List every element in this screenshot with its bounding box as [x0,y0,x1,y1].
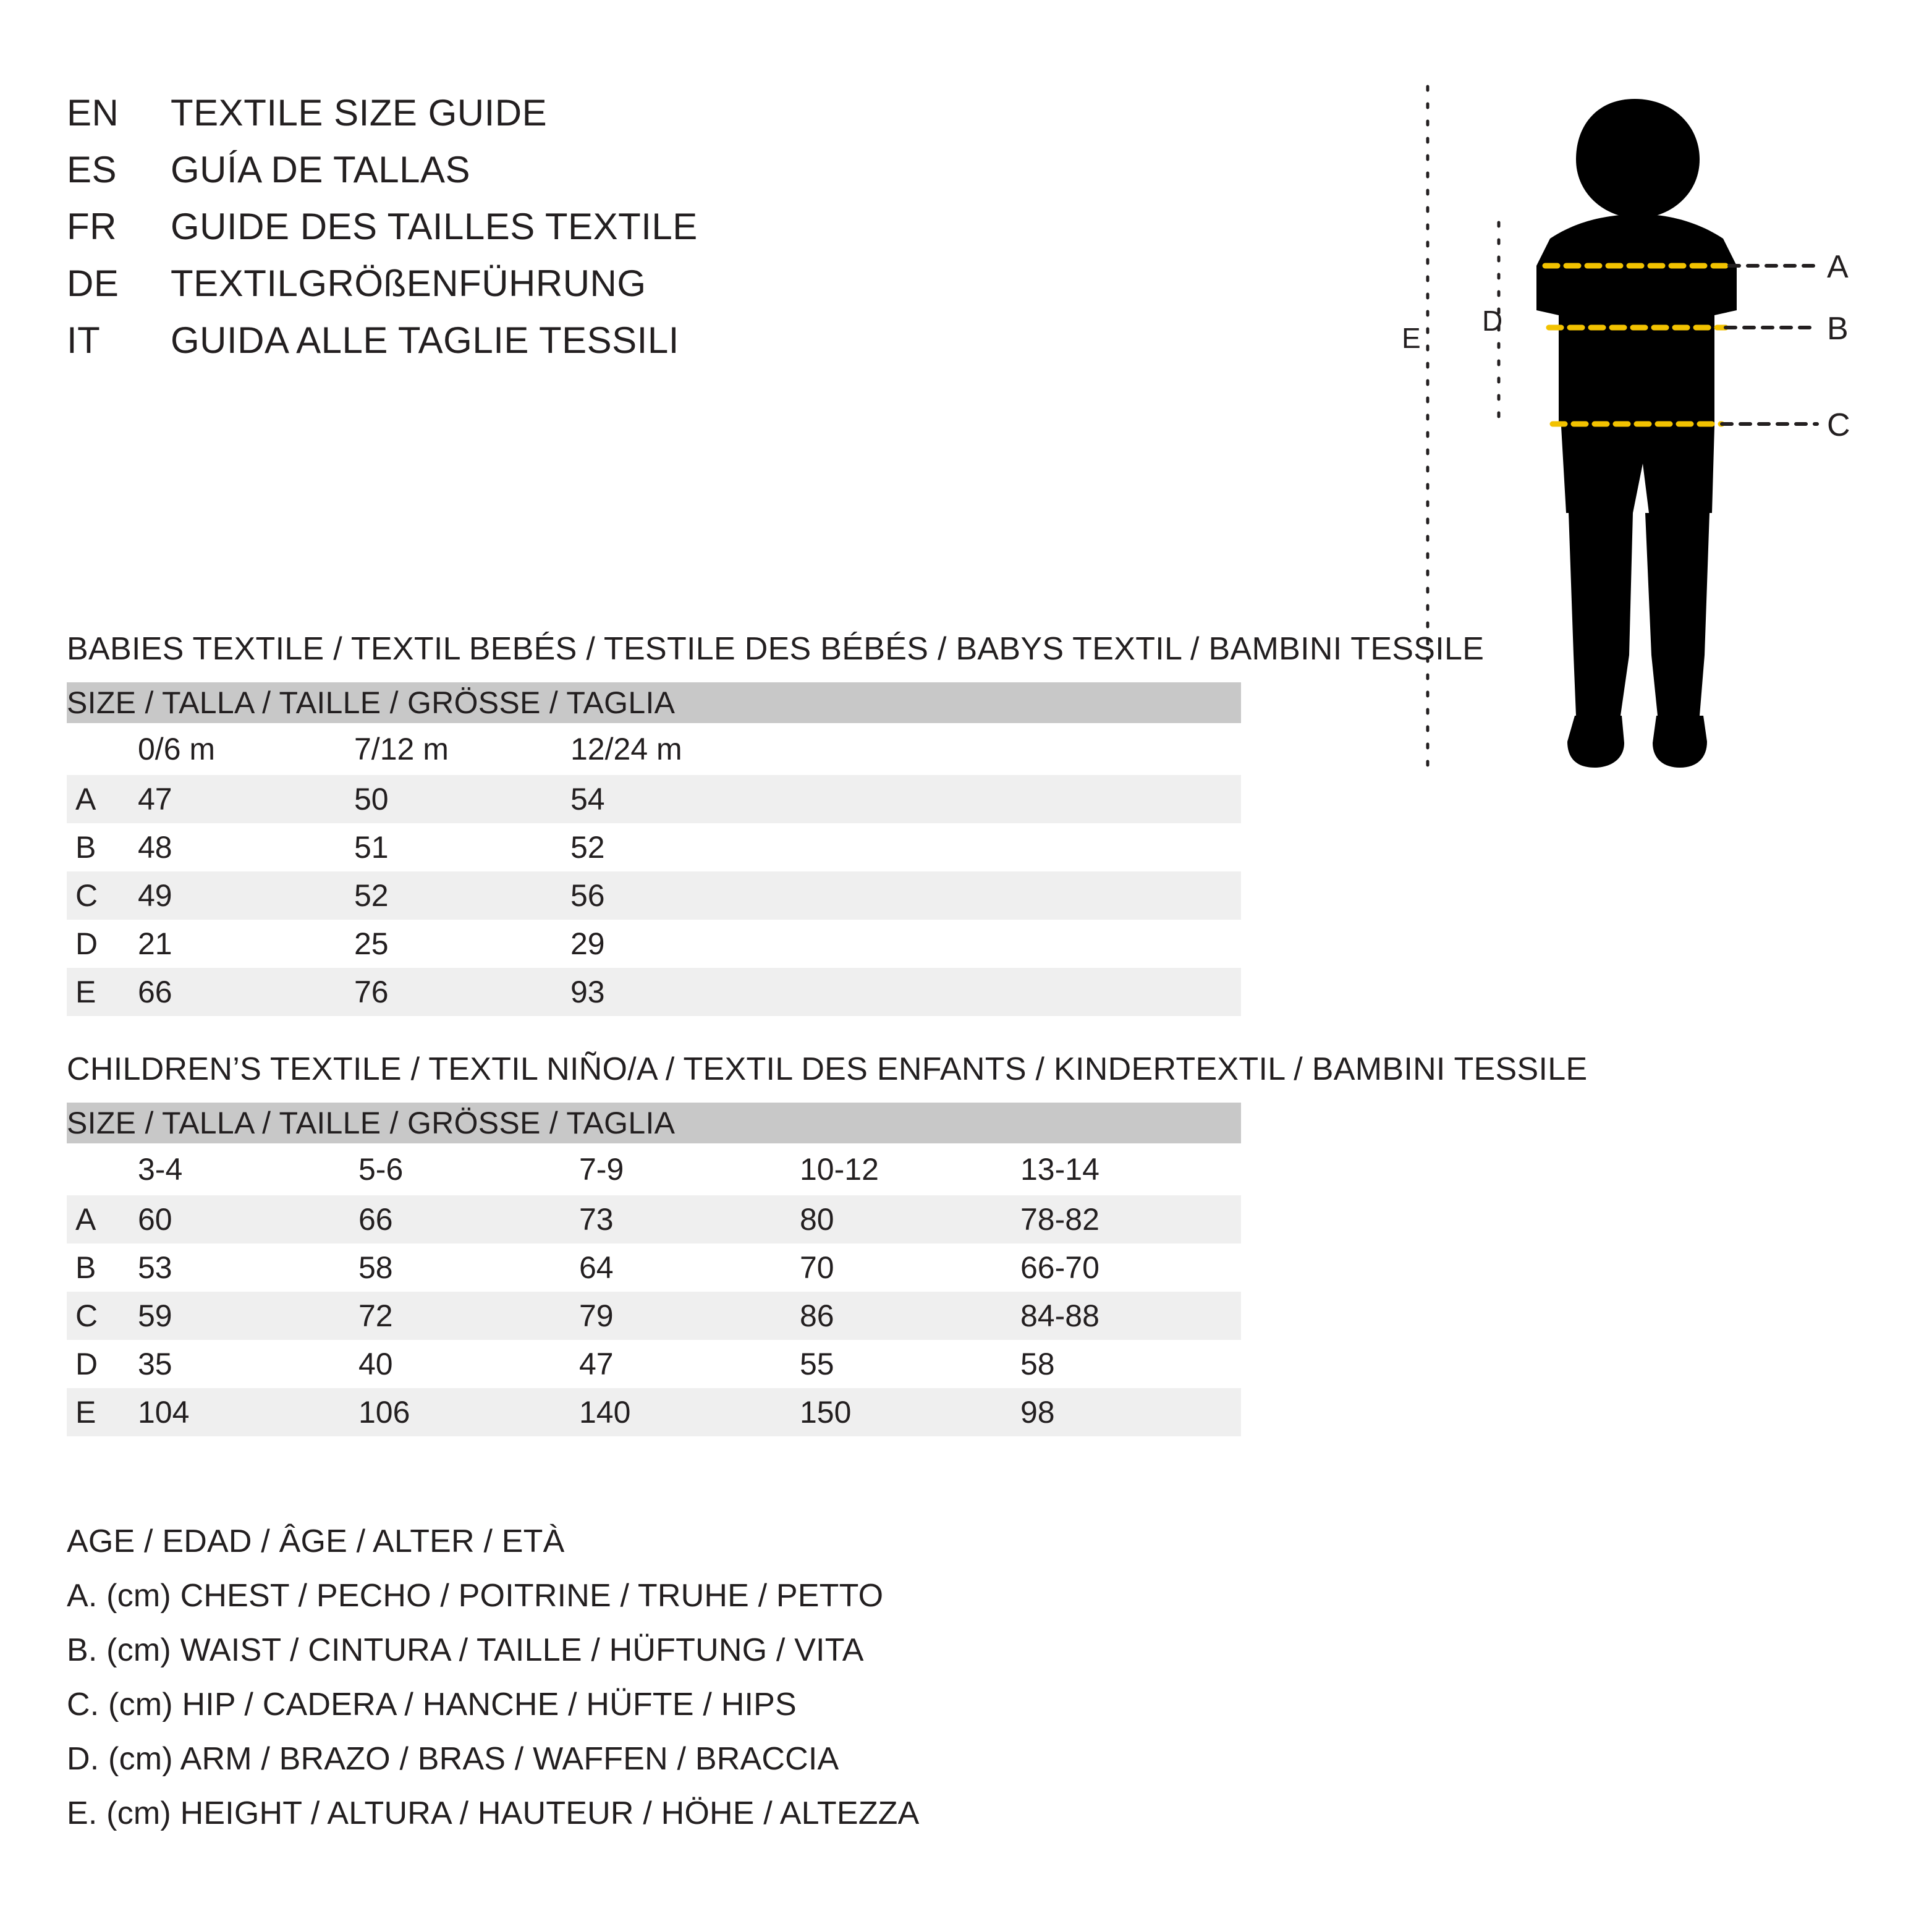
language-code-es: ES [67,149,117,190]
babies-b-2: 52 [570,823,787,871]
babies-section-title: BABIES TEXTILE / TEXTIL BEBÉS / TESTILE DES BÉBÉS / BABYS TEXTIL / BAMBINI TESSILE [67,631,1485,667]
children-b-2: 64 [579,1244,800,1292]
legend-line-c: C. (cm) HIP / CADERA / HANCHE / HÜFTE / HIPS [67,1687,797,1722]
table-row [67,1244,1241,1292]
children-section [67,1051,1588,1436]
table-row [67,823,1241,871]
babies-corner-cell [67,723,138,775]
children-col-4: 13-14 [1020,1143,1241,1195]
children-b-4: 66-70 [1020,1244,1241,1292]
language-text-de: TEXTILGRÖßENFÜHRUNG [171,263,646,304]
table-row [67,1340,1241,1388]
children-b-3: 70 [800,1244,1020,1292]
babies-e-0: 66 [138,968,354,1016]
language-code-de: DE [67,263,119,304]
children-table-band [67,1103,1241,1143]
children-e-4: 98 [1020,1388,1241,1436]
children-a-4: 78-82 [1020,1195,1241,1244]
babies-c-1: 52 [354,871,570,920]
children-a-2: 73 [579,1195,800,1244]
language-row-it [67,319,994,376]
babies-d-1: 25 [354,920,570,968]
children-corner-cell [67,1143,138,1195]
children-col-2: 7-9 [579,1143,800,1195]
children-a-1: 66 [358,1195,579,1244]
babies-row-label-c: C [67,871,138,920]
babies-c-2: 56 [570,871,787,920]
legend-line-age: AGE / EDAD / ÂGE / ALTER / ETÀ [67,1523,565,1559]
children-row-label-d: D [67,1340,138,1388]
babies-c-spacer [787,871,1241,920]
children-b-1: 58 [358,1244,579,1292]
babies-a-0: 47 [138,775,354,823]
children-d-1: 40 [358,1340,579,1388]
children-size-table [67,1103,1241,1436]
babies-row-label-d: D [67,920,138,968]
babies-e-2: 93 [570,968,787,1016]
table-row [67,920,1241,968]
legend-line-b: B. (cm) WAIST / CINTURA / TAILLE / HÜFTUNG / VITA [67,1632,864,1668]
language-row-de [67,262,994,319]
language-text-en: TEXTILE SIZE GUIDE [171,92,548,133]
babies-d-2: 29 [570,920,787,968]
language-code-it: IT [67,320,101,361]
table-row [67,775,1241,823]
babies-table-band [67,682,1241,723]
babies-row-label-a: A [67,775,138,823]
babies-row-label-b: B [67,823,138,871]
legend-line-a: A. (cm) CHEST / PECHO / POITRINE / TRUHE / PETTO [67,1578,884,1614]
babies-b-1: 51 [354,823,570,871]
measurement-legend [67,1514,1303,1841]
table-row [67,968,1241,1016]
figure-label-a: A [1827,249,1849,285]
babies-band-label: SIZE / TALLA / TAILLE / GRÖSSE / TAGLIA [67,682,1241,723]
children-col-3: 10-12 [800,1143,1020,1195]
figure-label-c: C [1827,407,1850,443]
children-row-label-a: A [67,1195,138,1244]
table-row [67,871,1241,920]
figure-label-e: E [1402,322,1421,354]
language-row-fr [67,205,994,262]
children-b-0: 53 [138,1244,358,1292]
children-e-0: 104 [138,1388,358,1436]
babies-b-0: 48 [138,823,354,871]
children-col-0: 3-4 [138,1143,358,1195]
language-header-block [67,91,994,376]
babies-d-spacer [787,920,1241,968]
children-c-4: 84-88 [1020,1292,1241,1340]
legend-line-d: D. (cm) ARM / BRAZO / BRAS / WAFFEN / BRACCIA [67,1741,839,1777]
measurement-figure [1391,80,1885,785]
children-d-4: 58 [1020,1340,1241,1388]
figure-label-b: B [1827,311,1849,347]
babies-d-0: 21 [138,920,354,968]
children-a-3: 80 [800,1195,1020,1244]
children-e-3: 150 [800,1388,1020,1436]
table-row [67,1195,1241,1244]
babies-col-1: 7/12 m [354,723,570,775]
children-column-header-row [67,1143,1241,1195]
children-c-0: 59 [138,1292,358,1340]
children-c-2: 79 [579,1292,800,1340]
language-row-es [67,148,994,205]
children-d-2: 47 [579,1340,800,1388]
babies-c-0: 49 [138,871,354,920]
babies-section [67,630,1485,1016]
figure-label-d: D [1482,305,1503,337]
table-row [67,1292,1241,1340]
child-silhouette [1536,99,1737,768]
children-row-label-c: C [67,1292,138,1340]
children-c-1: 72 [358,1292,579,1340]
language-code-en: EN [67,92,119,133]
language-text-it: GUIDA ALLE TAGLIE TESSILI [171,320,679,361]
legend-line-e: E. (cm) HEIGHT / ALTURA / HAUTEUR / HÖHE / ALTEZZA [67,1795,920,1831]
children-section-title: CHILDREN’S TEXTILE / TEXTIL NIÑO/A / TEXTIL DES ENFANTS / KINDERTEXTIL / BAMBINI TESSILE [67,1051,1588,1087]
language-row-en [67,91,994,148]
babies-b-spacer [787,823,1241,871]
babies-a-2: 54 [570,775,787,823]
children-band-label: SIZE / TALLA / TAILLE / GRÖSSE / TAGLIA [67,1103,1241,1143]
children-row-label-e: E [67,1388,138,1436]
language-code-fr: FR [67,206,117,247]
children-e-1: 106 [358,1388,579,1436]
children-c-3: 86 [800,1292,1020,1340]
babies-e-spacer [787,968,1241,1016]
children-e-2: 140 [579,1388,800,1436]
babies-a-1: 50 [354,775,570,823]
babies-a-spacer [787,775,1241,823]
babies-size-table [67,682,1241,1016]
children-a-0: 60 [138,1195,358,1244]
language-text-es: GUÍA DE TALLAS [171,149,470,190]
babies-row-label-e: E [67,968,138,1016]
children-d-0: 35 [138,1340,358,1388]
children-d-3: 55 [800,1340,1020,1388]
babies-column-header-row [67,723,1241,775]
babies-col-spacer [787,723,1241,775]
table-row [67,1388,1241,1436]
children-row-label-b: B [67,1244,138,1292]
children-col-1: 5-6 [358,1143,579,1195]
language-text-fr: GUIDE DES TAILLES TEXTILE [171,206,698,247]
babies-e-1: 76 [354,968,570,1016]
babies-col-2: 12/24 m [570,723,787,775]
babies-col-0: 0/6 m [138,723,354,775]
